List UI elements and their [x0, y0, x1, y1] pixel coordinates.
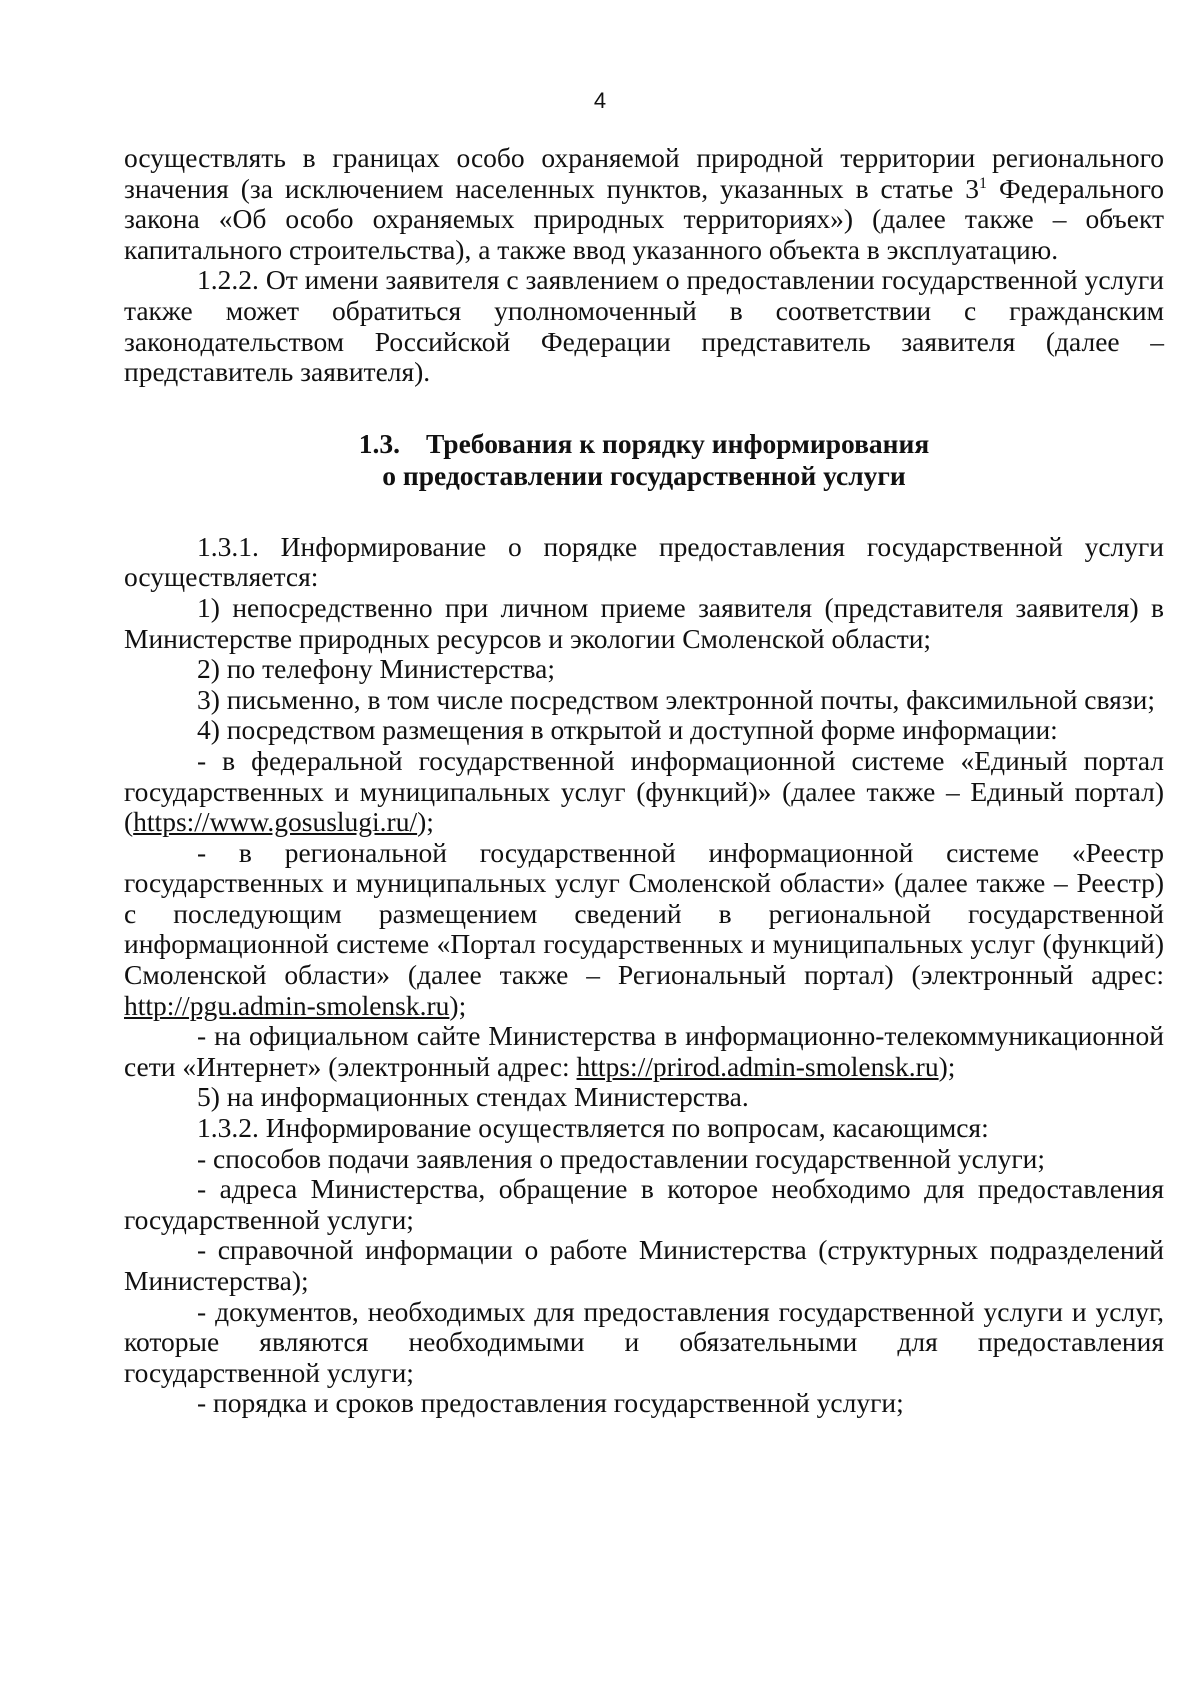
list-item-1: 1) непосредственно при личном приеме заявителя (представителя заявителя) в Министерстве природных ресурсов и экологии Смоленской области;	[124, 591, 1164, 654]
gosuslugi-link[interactable]: https://www.gosuslugi.ru/	[133, 806, 418, 838]
sub-item-federal-portal	[124, 746, 1164, 838]
paragraph-1-3-1: 1.3.1. Информирование о порядке предоставления государственной услуги осуществляется:	[124, 530, 1164, 593]
intro-text-b: Федерального закона «Об особо охраняемых природных территориях») (далее также – объект капитального строительства), а также ввод указанного объекта в эксплуатацию.	[124, 172, 1164, 265]
list-item-3: 3) письменно, в том числе посредством электронной почты, факсимильной связи;	[197, 683, 1156, 715]
sub-item-federal-portal-text: - в федеральной государственной информационной системе «Единый портал государственных и муниципальных услуг (функций)» (далее также – Единый портал) (	[124, 744, 1164, 838]
question-item-1: - способов подачи заявления о предоставлении государственной услуги;	[197, 1142, 1046, 1174]
sub-item-federal-portal-end: );	[417, 806, 434, 838]
intro-text-a: осуществлять в границах особо охраняемой природной территории регионального значения (за исключением населенных пунктов, указанных в статье 3	[124, 142, 1164, 204]
question-item-4: - документов, необходимых для предоставления государственной услуги и услуг, которые являются необходимыми и обязательными для предоставления государственной услуги;	[124, 1295, 1164, 1388]
question-item-5: - порядка и сроков предоставления государственной услуги;	[197, 1387, 904, 1419]
section-title-line-1: Требования к порядку информирования	[426, 427, 930, 459]
page-number: 4	[593, 88, 607, 113]
section-heading	[124, 428, 1164, 492]
list-item-2: 2) по телефону Министерства;	[197, 653, 555, 685]
section-heading-line-1	[124, 428, 1164, 460]
sub-item-regional-portal-end: );	[449, 989, 467, 1021]
question-item-2: - адреса Министерства, обращение в которое необходимо для предоставления государственной услуги;	[124, 1173, 1164, 1235]
sub-item-ministry-site	[124, 1021, 1164, 1082]
prirod-smolensk-link[interactable]: https://prirod.admin-smolensk.ru	[576, 1050, 939, 1082]
footnote-superscript: 1	[979, 174, 988, 192]
section-number: 1.3.	[358, 427, 401, 459]
question-item-3: - справочной информации о работе Министерства (структурных подразделений Министерства);	[124, 1234, 1164, 1296]
list-item-5: 5) на информационных стендах Министерства.	[197, 1081, 749, 1113]
paragraph-1-3-2: 1.3.2. Информирование осуществляется по вопросам, касающимся:	[197, 1112, 989, 1144]
sub-item-ministry-site-text: - на официальном сайте Министерства в информационно-телекоммуникационной сети «Интернет» (электронный адрес:	[124, 1020, 1164, 1082]
sub-item-regional-portal	[124, 838, 1164, 1022]
sub-item-ministry-site-end: );	[938, 1050, 956, 1082]
paragraph-1-2-2: 1.2.2. От имени заявителя с заявлением о предоставлении государственной услуги также может обратиться уполномоченный в соответствии с гражданским законодательством Российской Федерации представитель заявителя (далее – представитель заявителя).	[124, 264, 1164, 388]
pgu-smolensk-link[interactable]: http://pgu.admin-smolensk.ru	[124, 989, 450, 1021]
section-title-line-2: о предоставлении государственной услуги	[382, 459, 906, 491]
intro-paragraph-1	[124, 143, 1164, 265]
sub-item-regional-portal-text: - в региональной государственной информационной системе «Реестр государственных и муниципальных услуг Смоленской области» (далее также – Реестр) с последующим размещением сведений в региональной государственной информационной системе «Портал государственных и муниципальных услуг (функций) Смоленской области» (далее также – Региональный портал) (электронный адрес:	[124, 836, 1164, 991]
document-body	[124, 143, 1164, 1419]
list-item-4: 4) посредством размещения в открытой и доступной форме информации:	[197, 714, 1058, 746]
